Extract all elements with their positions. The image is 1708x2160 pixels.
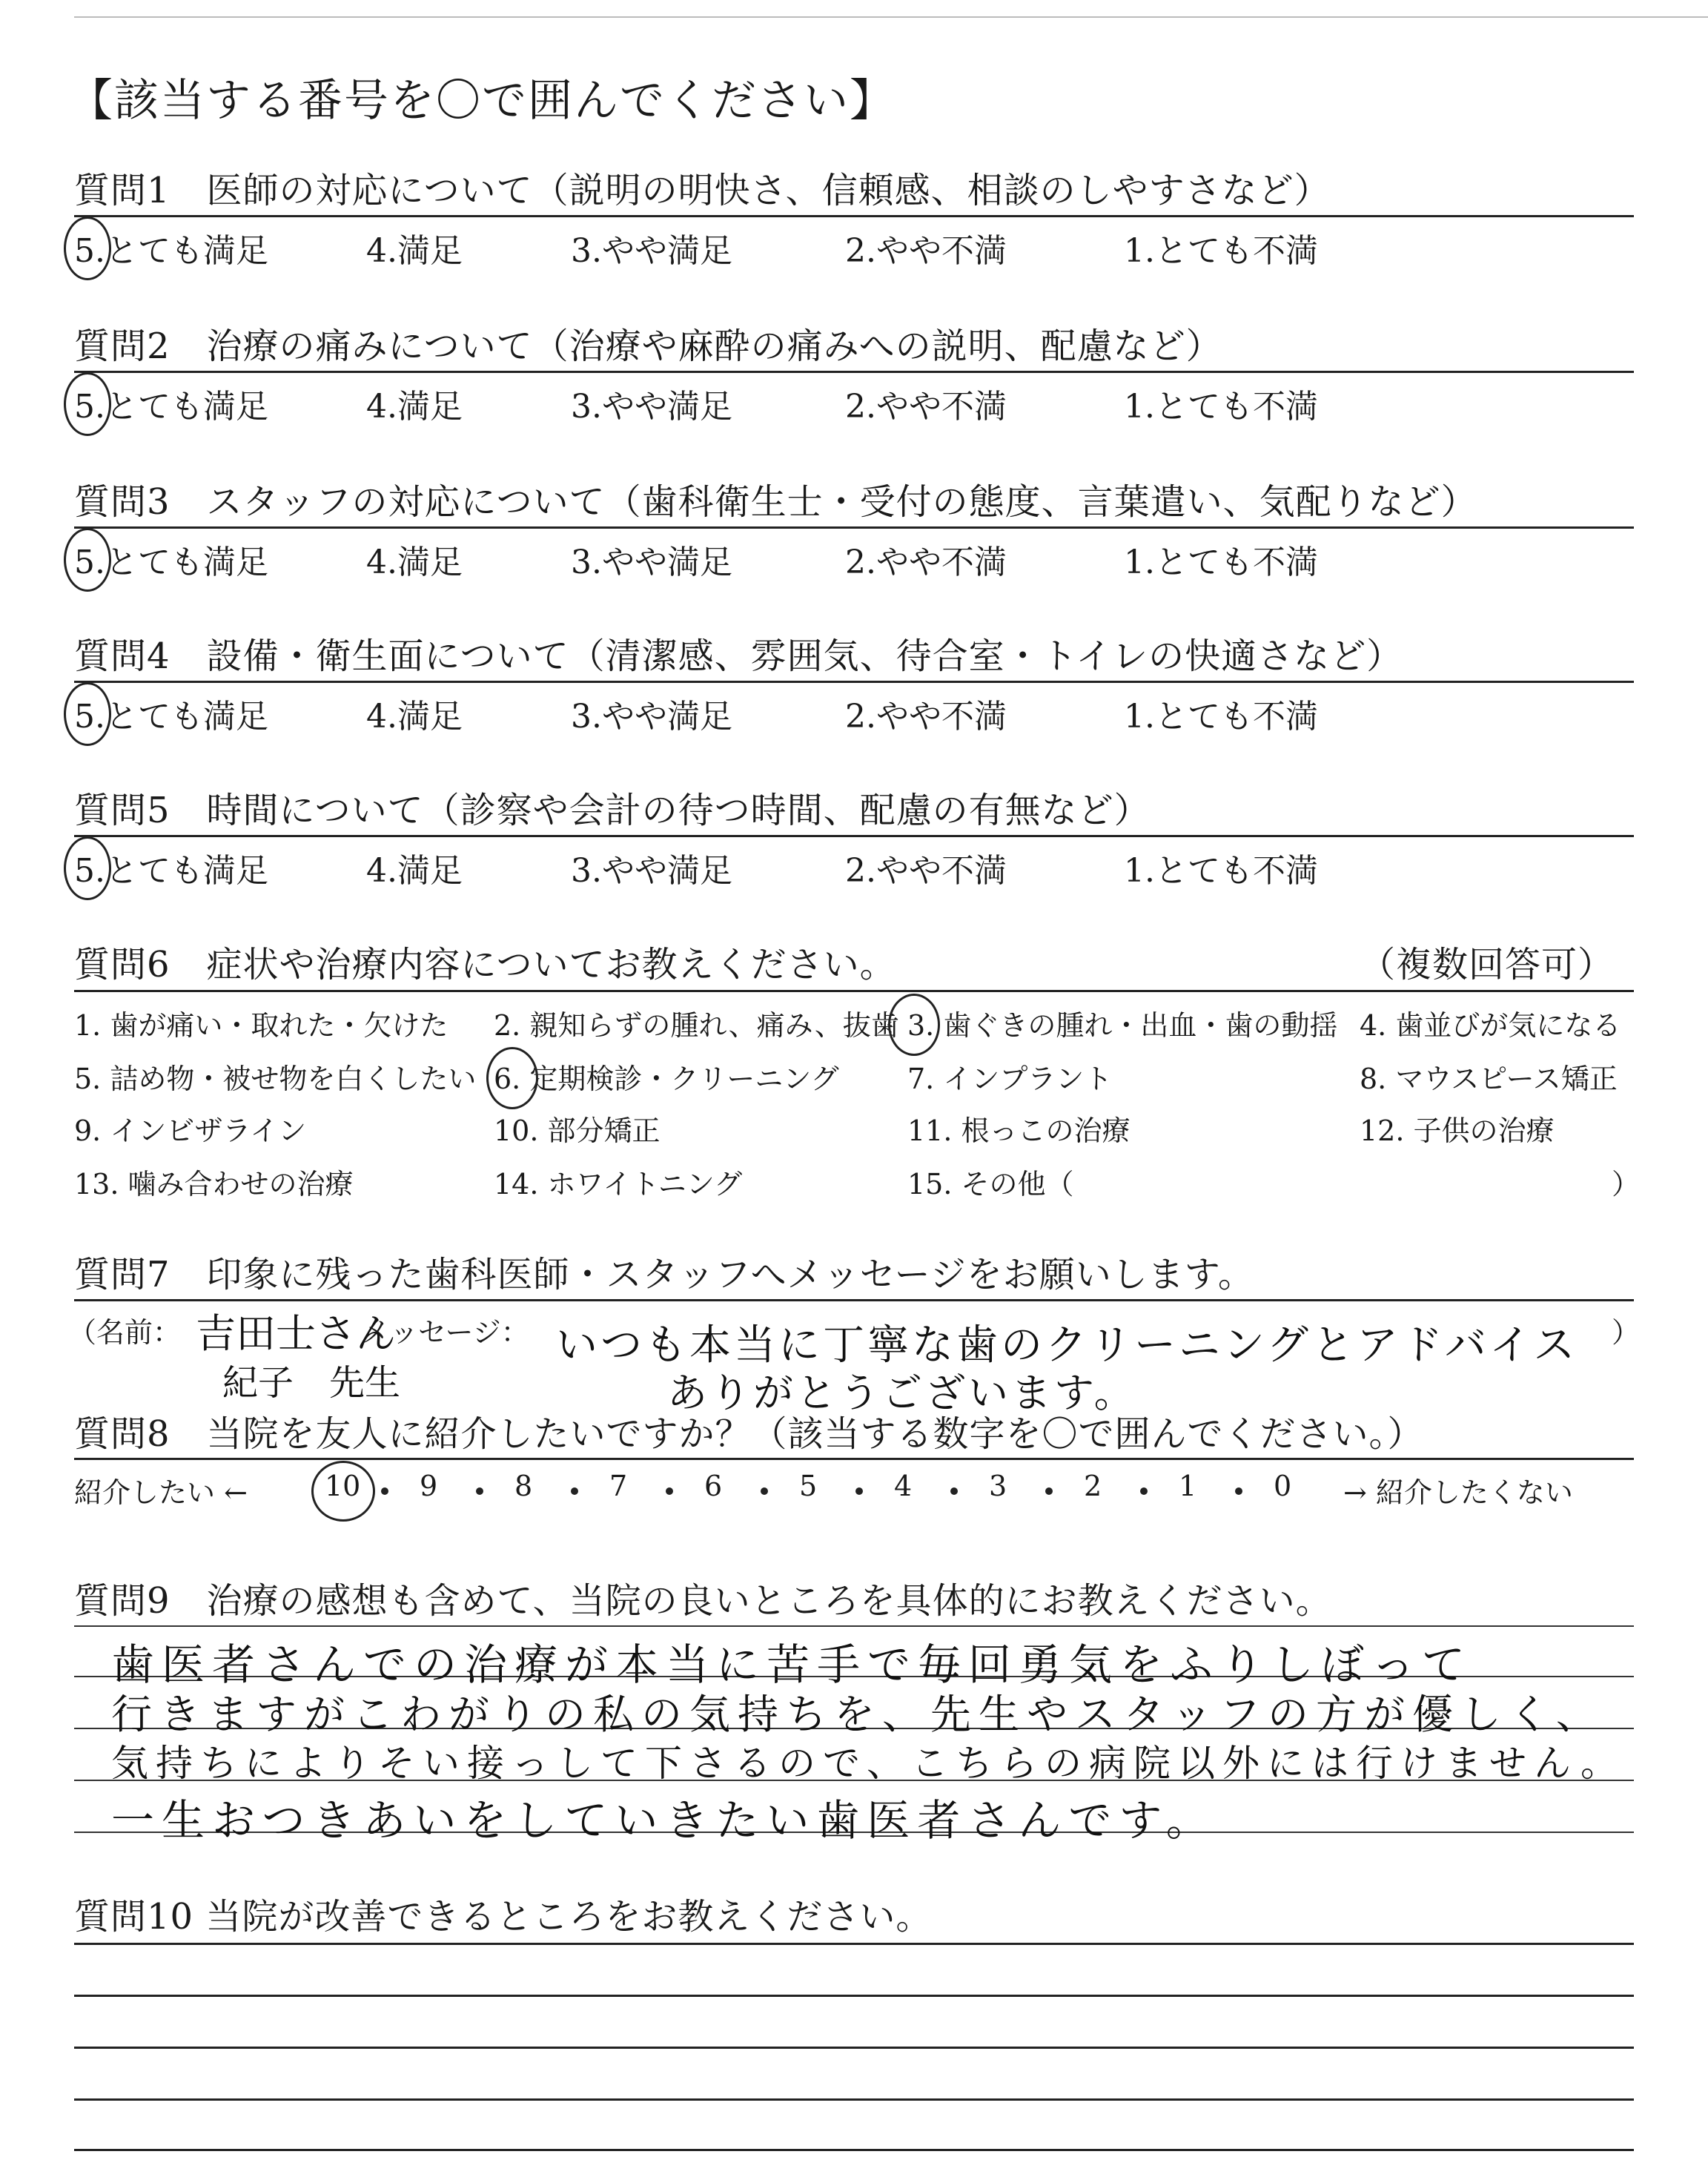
q6-option-10[interactable]: 10. 部分矯正: [494, 1114, 661, 1147]
q4-title: 質問4 設備・衛生面について（清潔感、雰囲気、待合室・トイレの快適さなど）: [74, 635, 1403, 677]
q8-number-10[interactable]: 10: [325, 1470, 361, 1502]
q8-number-7[interactable]: 7: [609, 1470, 628, 1502]
q6-option-6[interactable]: 6. 定期検診・クリーニング: [494, 1063, 839, 1095]
q8-separator-dot: [1045, 1487, 1053, 1495]
q7-close-paren: ）: [1612, 1316, 1641, 1349]
q6-option-1[interactable]: 1. 歯が痛い・取れた・欠けた: [74, 1009, 448, 1042]
q6-title: 質問6 症状や治療内容についてお教えください。: [74, 944, 896, 985]
q10-line-4: [74, 2098, 1634, 2101]
q6-option-7[interactable]: 7. インプラント: [907, 1063, 1113, 1095]
q6-option-4[interactable]: 4. 歯並びが気になる: [1360, 1009, 1621, 1042]
q1-title: 質問1 医師の対応について（説明の明快さ、信頼感、相談のしやすさなど）: [74, 170, 1331, 211]
q6-option-13[interactable]: 13. 噛み合わせの治療: [74, 1168, 354, 1200]
q2-title: 質問2 治療の痛みについて（治療や麻酔の痛みへの説明、配慮など）: [74, 326, 1222, 367]
q9-title: 質問9 治療の感想も含めて、当院の良いところを具体的にお教えください。: [74, 1580, 1332, 1622]
q5-selection-circle: [64, 836, 111, 900]
q6-option-14[interactable]: 14. ホワイトニング: [494, 1168, 743, 1200]
q8-separator-dot: [1140, 1487, 1148, 1495]
q8-separator-dot: [1235, 1487, 1242, 1495]
q7-rule: [74, 1299, 1634, 1301]
q4-option-2[interactable]: 2.やや不満: [845, 698, 1007, 736]
q10-line-5: [74, 2149, 1634, 2151]
q8-separator-dot: [855, 1487, 863, 1495]
q5-rule: [74, 835, 1634, 837]
q8-number-6[interactable]: 6: [704, 1470, 723, 1502]
q1-option-1[interactable]: 1.とても不満: [1124, 232, 1318, 270]
q8-number-2[interactable]: 2: [1084, 1470, 1102, 1502]
q6-option-11[interactable]: 11. 根っこの治療: [907, 1114, 1131, 1147]
q3-selection-circle: [64, 528, 111, 592]
q8-number-0[interactable]: 0: [1274, 1470, 1292, 1502]
q7-message-label: メッセージ：: [362, 1316, 529, 1349]
q4-option-4[interactable]: 4.満足: [366, 698, 463, 736]
q8-number-9[interactable]: 9: [420, 1470, 438, 1502]
q2-option-4[interactable]: 4.満足: [366, 388, 463, 426]
q8-separator-dot: [950, 1487, 958, 1495]
q3-rule: [74, 526, 1634, 529]
q6-option-12[interactable]: 12. 子供の治療: [1360, 1114, 1555, 1147]
q1-rule: [74, 215, 1634, 217]
instruction-heading: 【該当する番号を〇で囲んでください】: [68, 75, 896, 127]
q5-option-2[interactable]: 2.やや不満: [845, 852, 1007, 890]
q6-option-8[interactable]: 8. マウスピース矯正: [1360, 1063, 1618, 1095]
q7-name-line1: 吉田士さん: [196, 1310, 396, 1357]
q3-option-2[interactable]: 2.やや不満: [845, 544, 1007, 581]
q8-separator-dot: [761, 1487, 768, 1495]
top-edge-line: [74, 16, 1708, 18]
q6-option-15[interactable]: 15. その他（: [907, 1168, 1074, 1200]
q2-option-5[interactable]: 5.とても満足: [74, 388, 268, 426]
q7-message-line2: ありがとうございます。: [667, 1370, 1137, 1416]
q1-option-3[interactable]: 3.やや満足: [571, 232, 732, 270]
q2-option-3[interactable]: 3.やや満足: [571, 388, 732, 426]
q8-separator-dot: [666, 1487, 673, 1495]
q5-title: 質問5 時間について（診察や会計の待つ時間、配慮の有無など）: [74, 790, 1151, 831]
q6-option-5[interactable]: 5. 詰め物・被せ物を白くしたい: [74, 1063, 477, 1095]
q1-selection-circle: [64, 217, 111, 280]
q9-line-1: [74, 1625, 1634, 1627]
q2-selection-circle: [64, 372, 111, 436]
q7-title: 質問7 印象に残った歯科医師・スタッフへメッセージをお願いします。: [74, 1254, 1254, 1295]
q8-left-label: 紹介したい ←: [74, 1476, 248, 1509]
q8-rule: [74, 1458, 1634, 1460]
q4-option-3[interactable]: 3.やや満足: [571, 698, 732, 736]
q4-option-5[interactable]: 5.とても満足: [74, 698, 268, 736]
q7-name-line2: 紀子 先生: [222, 1362, 401, 1404]
q8-number-4[interactable]: 4: [894, 1470, 913, 1502]
q8-right-label: → 紹介したくない: [1343, 1476, 1573, 1509]
q10-line-3: [74, 2047, 1634, 2049]
q6-circle-6: [486, 1047, 538, 1109]
q5-option-1[interactable]: 1.とても不満: [1124, 852, 1318, 890]
q9-handwritten-line-1: 歯医者さんでの治療が本当に苦手で毎回勇気をふりしぼって: [111, 1639, 1473, 1690]
q5-option-5[interactable]: 5.とても満足: [74, 852, 268, 890]
q6-rule: [74, 990, 1634, 992]
q8-separator-dot: [381, 1487, 388, 1495]
q8-title: 質問8 当院を友人に紹介したいですか？（該当する数字を〇で囲んでください。）: [74, 1413, 1424, 1455]
q10-line-2: [74, 1995, 1634, 1997]
q8-number-5[interactable]: 5: [799, 1470, 818, 1502]
q7-name-label: （名前：: [68, 1316, 182, 1349]
q8-separator-dot: [571, 1487, 578, 1495]
q6-option-9[interactable]: 9. インビザライン: [74, 1114, 307, 1147]
q6-other-close: ）: [1612, 1168, 1641, 1200]
q7-message-line1: いつも本当に丁寧な歯のクリーニングとアドバイス: [556, 1321, 1578, 1370]
q3-title: 質問3 スタッフの対応について（歯科衛生士・受付の態度、言葉遣い、気配りなど）: [74, 481, 1477, 523]
q5-option-3[interactable]: 3.やや満足: [571, 852, 732, 890]
q3-option-3[interactable]: 3.やや満足: [571, 544, 732, 581]
q4-option-1[interactable]: 1.とても不満: [1124, 698, 1318, 736]
q6-note: （複数回答可）: [1360, 944, 1615, 985]
q2-option-1[interactable]: 1.とても不満: [1124, 388, 1318, 426]
q4-selection-circle: [64, 682, 111, 746]
q6-option-2[interactable]: 2. 親知らずの腫れ、痛み、抜歯: [494, 1009, 899, 1042]
q9-handwritten-line-4: 一生おつきあいをしていきたい歯医者さんです。: [111, 1795, 1217, 1846]
q1-option-4[interactable]: 4.満足: [366, 232, 463, 270]
q9-handwritten-line-2: 行きますがこわがりの私の気持ちを、先生やスタッフの方が優しく、: [111, 1691, 1604, 1738]
q8-number-3[interactable]: 3: [989, 1470, 1007, 1502]
q2-rule: [74, 371, 1634, 373]
q4-rule: [74, 681, 1634, 683]
q1-option-2[interactable]: 2.やや不満: [845, 232, 1007, 270]
q2-option-2[interactable]: 2.やや不満: [845, 388, 1007, 426]
q10-title: 質問10 当院が改善できるところをお教えください。: [74, 1896, 933, 1938]
q10-line-1: [74, 1943, 1634, 1945]
q8-number-8[interactable]: 8: [514, 1470, 533, 1502]
q3-option-4[interactable]: 4.満足: [366, 544, 463, 581]
q9-handwritten-line-3: 気持ちによりそい接っして下さるので、こちらの病院以外には行けません。: [111, 1742, 1625, 1785]
q5-option-4[interactable]: 4.満足: [366, 852, 463, 890]
q8-circle-10: [311, 1461, 375, 1522]
q6-option-3[interactable]: 3. 歯ぐきの腫れ・出血・歯の動揺: [907, 1009, 1338, 1042]
q3-option-1[interactable]: 1.とても不満: [1124, 544, 1318, 581]
q1-option-5[interactable]: 5.とても満足: [74, 232, 268, 270]
q6-circle-3: [888, 994, 940, 1056]
q8-number-1[interactable]: 1: [1179, 1470, 1197, 1502]
q3-option-5[interactable]: 5.とても満足: [74, 544, 268, 581]
q8-separator-dot: [476, 1487, 483, 1495]
